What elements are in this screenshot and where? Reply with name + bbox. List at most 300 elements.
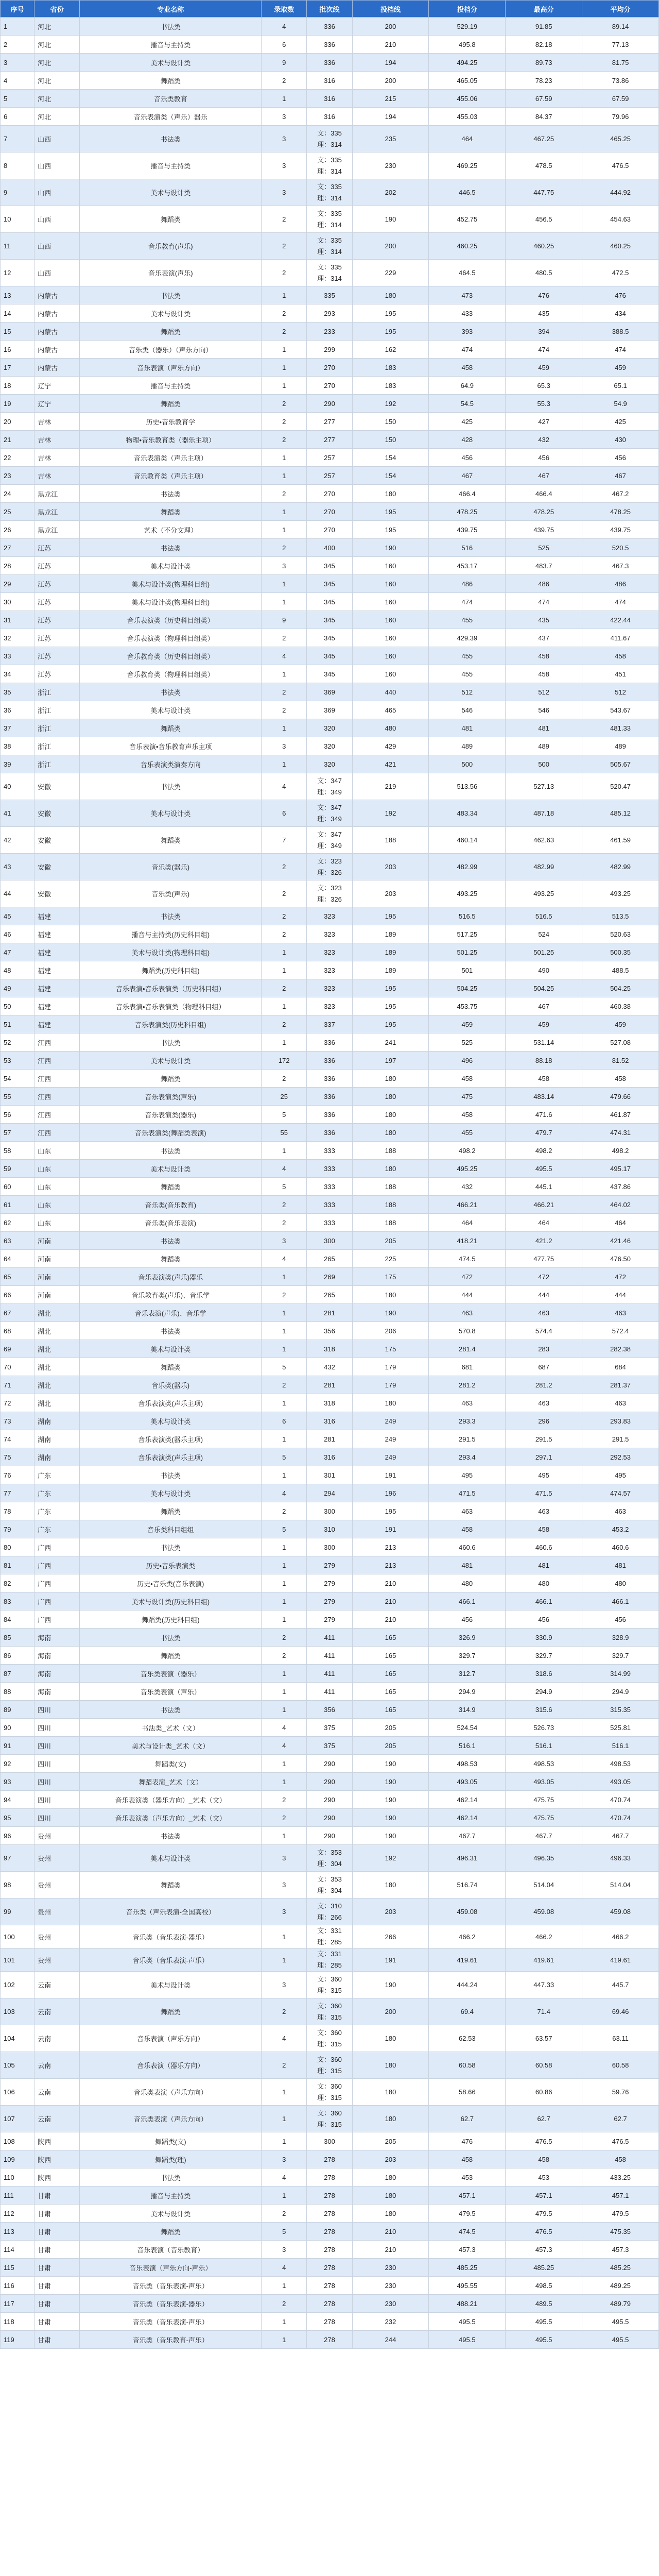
count-cell: 2 — [262, 1015, 307, 1033]
line-cell: 165 — [352, 1665, 429, 1683]
score-cell: 481 — [429, 1556, 506, 1574]
row-index: 64 — [1, 1250, 34, 1268]
line-cell: 219 — [352, 773, 429, 800]
line-cell: 230 — [352, 2295, 429, 2313]
row-index: 93 — [1, 1773, 34, 1791]
row-index: 114 — [1, 2241, 34, 2259]
count-cell: 1 — [262, 1925, 307, 1948]
line-cell: 180 — [352, 1106, 429, 1124]
batch-line-part: 文：331 — [317, 1927, 342, 1935]
batch-line-cell — [307, 2106, 352, 2132]
table-row — [1, 575, 659, 593]
batch-line-cell — [307, 800, 352, 827]
row-index: 22 — [1, 449, 34, 467]
max-score-cell: 483.7 — [506, 557, 582, 575]
count-cell: 1 — [262, 1466, 307, 1484]
max-score-cell: 471.5 — [506, 1484, 582, 1502]
max-score-cell: 65.3 — [506, 377, 582, 395]
column-header: 专业名称 — [80, 1, 262, 18]
province-cell: 湖南 — [34, 1412, 80, 1430]
table-row — [1, 1827, 659, 1845]
batch-line-part: 文：335 — [317, 263, 342, 271]
score-cell: 329.7 — [429, 1647, 506, 1665]
line-cell: 165 — [352, 1647, 429, 1665]
avg-score-cell: 59.76 — [582, 2079, 659, 2106]
batch-line-part: 理：315 — [317, 2120, 342, 2128]
major-cell: 美术与设计类 — [80, 1160, 262, 1178]
score-cell: 570.8 — [429, 1322, 506, 1340]
column-header: 最高分 — [506, 1, 582, 18]
row-index: 28 — [1, 557, 34, 575]
line-cell: 180 — [352, 485, 429, 503]
major-cell: 书法类 — [80, 1466, 262, 1484]
line-cell: 165 — [352, 1629, 429, 1647]
row-index: 38 — [1, 737, 34, 755]
province-cell: 甘肃 — [34, 2259, 80, 2277]
row-index: 117 — [1, 2295, 34, 2313]
batch-line-cell: 277 — [307, 431, 352, 449]
major-cell: 书法类 — [80, 539, 262, 557]
avg-score-cell: 458 — [582, 647, 659, 665]
batch-line-cell: 290 — [307, 1773, 352, 1791]
province-cell: 山东 — [34, 1142, 80, 1160]
column-header: 省份 — [34, 1, 80, 18]
score-cell: 464 — [429, 126, 506, 152]
max-score-cell: 283 — [506, 1340, 582, 1358]
row-index: 49 — [1, 979, 34, 997]
score-cell: 418.21 — [429, 1232, 506, 1250]
avg-score-cell: 444 — [582, 1286, 659, 1304]
major-cell: 音乐类表演（声乐方向） — [80, 2079, 262, 2106]
score-cell: 433 — [429, 304, 506, 323]
count-cell: 1 — [262, 1701, 307, 1719]
row-index: 94 — [1, 1791, 34, 1809]
table-row — [1, 2295, 659, 2313]
count-cell: 1 — [262, 1268, 307, 1286]
count-cell: 55 — [262, 1124, 307, 1142]
batch-line-cell: 323 — [307, 907, 352, 925]
count-cell: 4 — [262, 2025, 307, 2052]
max-score-cell: 329.7 — [506, 1647, 582, 1665]
avg-score-cell: 81.75 — [582, 54, 659, 72]
score-cell: 546 — [429, 701, 506, 719]
line-cell: 154 — [352, 449, 429, 467]
province-cell: 甘肃 — [34, 2223, 80, 2241]
province-cell: 云南 — [34, 2052, 80, 2079]
batch-line-cell: 323 — [307, 925, 352, 943]
batch-line-cell — [307, 206, 352, 233]
major-cell: 舞蹈类 — [80, 72, 262, 90]
row-index: 20 — [1, 413, 34, 431]
province-cell: 江苏 — [34, 593, 80, 611]
count-cell: 4 — [262, 1737, 307, 1755]
line-cell: 189 — [352, 961, 429, 979]
count-cell: 1 — [262, 1538, 307, 1556]
batch-line-part: 理：314 — [317, 274, 342, 282]
line-cell: 160 — [352, 629, 429, 647]
score-cell: 500 — [429, 755, 506, 773]
score-cell: 455 — [429, 1124, 506, 1142]
major-cell: 舞蹈类 — [80, 1872, 262, 1899]
count-cell: 9 — [262, 611, 307, 629]
line-cell: 160 — [352, 611, 429, 629]
avg-score-cell: 520.63 — [582, 925, 659, 943]
table-row — [1, 647, 659, 665]
batch-line-part: 理：304 — [317, 1886, 342, 1894]
max-score-cell: 462.63 — [506, 827, 582, 854]
count-cell: 7 — [262, 827, 307, 854]
avg-score-cell: 520.5 — [582, 539, 659, 557]
line-cell: 195 — [352, 1502, 429, 1520]
table-row — [1, 1899, 659, 1925]
batch-line-cell: 257 — [307, 467, 352, 485]
province-cell: 广东 — [34, 1520, 80, 1538]
province-cell: 江苏 — [34, 665, 80, 683]
major-cell: 书法类 — [80, 286, 262, 304]
province-cell: 江苏 — [34, 539, 80, 557]
province-cell: 吉林 — [34, 467, 80, 485]
row-index: 15 — [1, 323, 34, 341]
score-cell: 476 — [429, 2132, 506, 2150]
count-cell: 3 — [262, 557, 307, 575]
avg-score-cell: 62.7 — [582, 2106, 659, 2132]
line-cell: 205 — [352, 1232, 429, 1250]
score-cell: 483.34 — [429, 800, 506, 827]
count-cell: 1 — [262, 377, 307, 395]
max-score-cell: 516.1 — [506, 1737, 582, 1755]
max-score-cell: 486 — [506, 575, 582, 593]
batch-line-cell: 356 — [307, 1701, 352, 1719]
count-cell: 1 — [262, 1665, 307, 1683]
batch-line-cell: 336 — [307, 1106, 352, 1124]
count-cell: 1 — [262, 1948, 307, 1972]
major-cell: 音乐类（音乐表演-声乐） — [80, 2277, 262, 2295]
count-cell: 2 — [262, 683, 307, 701]
count-cell: 6 — [262, 800, 307, 827]
avg-score-cell: 543.67 — [582, 701, 659, 719]
score-cell: 481 — [429, 719, 506, 737]
province-cell: 黑龙江 — [34, 503, 80, 521]
major-cell: 书法类 — [80, 18, 262, 36]
row-index: 70 — [1, 1358, 34, 1376]
count-cell: 3 — [262, 152, 307, 179]
avg-score-cell: 281.37 — [582, 1376, 659, 1394]
line-cell: 180 — [352, 2205, 429, 2223]
major-cell: 书法类 — [80, 1322, 262, 1340]
column-header: 序号 — [1, 1, 34, 18]
table-row — [1, 1484, 659, 1502]
batch-line-cell — [307, 126, 352, 152]
major-cell: 音乐表演类（声乐方向）_艺术（文） — [80, 1809, 262, 1827]
province-cell: 湖北 — [34, 1358, 80, 1376]
batch-line-cell: 411 — [307, 1629, 352, 1647]
line-cell: 154 — [352, 467, 429, 485]
line-cell: 188 — [352, 1142, 429, 1160]
table-row — [1, 961, 659, 979]
count-cell: 9 — [262, 54, 307, 72]
row-index: 73 — [1, 1412, 34, 1430]
table-row — [1, 1737, 659, 1755]
batch-line-cell — [307, 1899, 352, 1925]
table-row — [1, 2168, 659, 2187]
max-score-cell: 294.9 — [506, 1683, 582, 1701]
row-index: 39 — [1, 755, 34, 773]
count-cell: 1 — [262, 575, 307, 593]
province-cell: 河北 — [34, 90, 80, 108]
max-score-cell: 291.5 — [506, 1430, 582, 1448]
row-index: 57 — [1, 1124, 34, 1142]
table-row — [1, 1773, 659, 1791]
row-index: 74 — [1, 1430, 34, 1448]
line-cell: 190 — [352, 206, 429, 233]
score-cell: 464 — [429, 1214, 506, 1232]
row-index: 19 — [1, 395, 34, 413]
score-cell: 463 — [429, 1394, 506, 1412]
table-row — [1, 179, 659, 206]
row-index: 4 — [1, 72, 34, 90]
score-cell: 496 — [429, 1052, 506, 1070]
line-cell: 180 — [352, 1070, 429, 1088]
count-cell: 1 — [262, 1430, 307, 1448]
major-cell: 音乐类(器乐) — [80, 1376, 262, 1394]
province-cell: 河北 — [34, 36, 80, 54]
row-index: 29 — [1, 575, 34, 593]
batch-line-cell: 278 — [307, 2168, 352, 2187]
province-cell: 浙江 — [34, 755, 80, 773]
line-cell: 196 — [352, 1484, 429, 1502]
avg-score-cell: 291.5 — [582, 1430, 659, 1448]
province-cell: 甘肃 — [34, 2241, 80, 2259]
line-cell: 241 — [352, 1033, 429, 1052]
avg-score-cell: 495.5 — [582, 2331, 659, 2349]
avg-score-cell: 388.5 — [582, 323, 659, 341]
score-cell: 467 — [429, 467, 506, 485]
major-cell: 音乐表演类(声乐主项) — [80, 1394, 262, 1412]
major-cell: 美术与设计类(物理科目组) — [80, 575, 262, 593]
line-cell: 188 — [352, 1178, 429, 1196]
count-cell: 2 — [262, 1376, 307, 1394]
major-cell: 书法类 — [80, 907, 262, 925]
max-score-cell: 524 — [506, 925, 582, 943]
row-index: 63 — [1, 1232, 34, 1250]
row-index: 106 — [1, 2079, 34, 2106]
table-row — [1, 1088, 659, 1106]
batch-line-part: 理：326 — [317, 895, 342, 903]
line-cell: 213 — [352, 1556, 429, 1574]
line-cell: 480 — [352, 719, 429, 737]
score-cell: 453.75 — [429, 997, 506, 1015]
avg-score-cell: 478.25 — [582, 503, 659, 521]
table-row — [1, 108, 659, 126]
avg-score-cell: 69.46 — [582, 1998, 659, 2025]
major-cell: 音乐教育类(声乐)、音乐学 — [80, 1286, 262, 1304]
avg-score-cell: 485.25 — [582, 2259, 659, 2277]
count-cell: 1 — [262, 1611, 307, 1629]
count-cell: 1 — [262, 1033, 307, 1052]
max-score-cell: 498.53 — [506, 1755, 582, 1773]
major-cell: 舞蹈类 — [80, 503, 262, 521]
score-cell: 291.5 — [429, 1430, 506, 1448]
table-row — [1, 1196, 659, 1214]
batch-line-part: 文：323 — [317, 857, 342, 865]
table-row — [1, 72, 659, 90]
batch-line-cell: 336 — [307, 1088, 352, 1106]
line-cell: 160 — [352, 575, 429, 593]
major-cell: 音乐教育(声乐) — [80, 233, 262, 260]
major-cell: 音乐表演(声乐)、音乐学 — [80, 1304, 262, 1322]
column-header: 投档线 — [352, 1, 429, 18]
major-cell: 舞蹈类 — [80, 1250, 262, 1268]
batch-line-cell: 336 — [307, 54, 352, 72]
batch-line-cell: 279 — [307, 1592, 352, 1611]
province-cell: 安徽 — [34, 800, 80, 827]
count-cell: 4 — [262, 1160, 307, 1178]
table-row — [1, 737, 659, 755]
row-index: 104 — [1, 2025, 34, 2052]
line-cell: 194 — [352, 54, 429, 72]
major-cell: 音乐表演（声乐方向-声乐） — [80, 2259, 262, 2277]
province-cell: 山西 — [34, 179, 80, 206]
batch-line-cell: 375 — [307, 1719, 352, 1737]
max-score-cell: 60.58 — [506, 2052, 582, 2079]
line-cell: 195 — [352, 503, 429, 521]
row-index: 9 — [1, 179, 34, 206]
score-cell: 495.8 — [429, 36, 506, 54]
avg-score-cell: 513.5 — [582, 907, 659, 925]
table-row — [1, 1998, 659, 2025]
count-cell: 5 — [262, 1106, 307, 1124]
score-cell: 504.25 — [429, 979, 506, 997]
score-cell: 456 — [429, 1611, 506, 1629]
province-cell: 安徽 — [34, 854, 80, 880]
table-row — [1, 1647, 659, 1665]
batch-line-cell — [307, 260, 352, 286]
table-row — [1, 377, 659, 395]
score-cell: 478.25 — [429, 503, 506, 521]
province-cell: 广西 — [34, 1592, 80, 1611]
avg-score-cell: 525.81 — [582, 1719, 659, 1737]
count-cell: 1 — [262, 1394, 307, 1412]
province-cell: 河北 — [34, 72, 80, 90]
max-score-cell: 512 — [506, 683, 582, 701]
major-cell: 音乐类(音乐表演) — [80, 1214, 262, 1232]
batch-line-part: 文：360 — [317, 2109, 342, 2117]
major-cell: 音乐表演类演奏方向 — [80, 755, 262, 773]
max-score-cell: 514.04 — [506, 1872, 582, 1899]
province-cell: 湖北 — [34, 1340, 80, 1358]
max-score-cell: 493.25 — [506, 880, 582, 907]
table-row — [1, 36, 659, 54]
batch-line-part: 理：315 — [317, 1986, 342, 1994]
table-row — [1, 1556, 659, 1574]
table-row — [1, 2132, 659, 2150]
max-score-cell: 89.73 — [506, 54, 582, 72]
line-cell: 162 — [352, 341, 429, 359]
score-cell: 428 — [429, 431, 506, 449]
count-cell: 1 — [262, 2187, 307, 2205]
major-cell: 音乐表演（音乐教育） — [80, 2241, 262, 2259]
major-cell: 美术与设计类 — [80, 1484, 262, 1502]
table-row — [1, 1358, 659, 1376]
batch-line-cell — [307, 1972, 352, 1998]
batch-line-cell — [307, 1872, 352, 1899]
row-index: 47 — [1, 943, 34, 961]
score-cell: 498.2 — [429, 1142, 506, 1160]
score-cell: 462.14 — [429, 1809, 506, 1827]
row-index: 89 — [1, 1701, 34, 1719]
row-index: 113 — [1, 2223, 34, 2241]
province-cell: 山东 — [34, 1214, 80, 1232]
province-cell: 贵州 — [34, 1845, 80, 1872]
major-cell: 书法类 — [80, 126, 262, 152]
max-score-cell: 531.14 — [506, 1033, 582, 1052]
count-cell: 1 — [262, 665, 307, 683]
avg-score-cell: 463 — [582, 1394, 659, 1412]
score-cell: 493.25 — [429, 880, 506, 907]
max-score-cell: 458 — [506, 647, 582, 665]
count-cell: 2 — [262, 1809, 307, 1827]
table-row — [1, 2025, 659, 2052]
row-index: 88 — [1, 1683, 34, 1701]
table-row — [1, 1232, 659, 1250]
table-row — [1, 2052, 659, 2079]
province-cell: 海南 — [34, 1647, 80, 1665]
row-index: 23 — [1, 467, 34, 485]
avg-score-cell: 456 — [582, 1611, 659, 1629]
batch-line-part: 文：360 — [317, 2028, 342, 2037]
count-cell: 1 — [262, 1574, 307, 1592]
avg-score-cell: 459 — [582, 1015, 659, 1033]
province-cell: 河南 — [34, 1232, 80, 1250]
major-cell: 美术与设计类 — [80, 1972, 262, 1998]
table-row — [1, 1250, 659, 1268]
line-cell: 165 — [352, 1701, 429, 1719]
score-cell: 439.75 — [429, 521, 506, 539]
province-cell: 吉林 — [34, 413, 80, 431]
score-cell: 494.25 — [429, 54, 506, 72]
count-cell: 1 — [262, 1556, 307, 1574]
batch-line-cell: 345 — [307, 557, 352, 575]
column-header: 投档分 — [429, 1, 506, 18]
score-cell: 513.56 — [429, 773, 506, 800]
major-cell: 舞蹈类(文) — [80, 1755, 262, 1773]
avg-score-cell: 293.83 — [582, 1412, 659, 1430]
batch-line-cell — [307, 233, 352, 260]
line-cell: 190 — [352, 1304, 429, 1322]
avg-score-cell: 512 — [582, 683, 659, 701]
count-cell: 1 — [262, 2106, 307, 2132]
major-cell: 美术与设计类 — [80, 2205, 262, 2223]
batch-line-cell: 278 — [307, 2187, 352, 2205]
batch-line-part: 文：323 — [317, 884, 342, 892]
score-cell: 462.14 — [429, 1791, 506, 1809]
major-cell: 书法类 — [80, 485, 262, 503]
line-cell: 192 — [352, 395, 429, 413]
avg-score-cell: 489.25 — [582, 2277, 659, 2295]
table-row — [1, 1033, 659, 1052]
avg-score-cell: 73.86 — [582, 72, 659, 90]
count-cell: 2 — [262, 1791, 307, 1809]
max-score-cell: 479.7 — [506, 1124, 582, 1142]
table-row — [1, 907, 659, 925]
max-score-cell: 460.25 — [506, 233, 582, 260]
table-row — [1, 1070, 659, 1088]
avg-score-cell: 572.4 — [582, 1322, 659, 1340]
batch-line-cell: 333 — [307, 1142, 352, 1160]
province-cell: 安徽 — [34, 827, 80, 854]
row-index: 111 — [1, 2187, 34, 2205]
score-cell: 459 — [429, 1015, 506, 1033]
